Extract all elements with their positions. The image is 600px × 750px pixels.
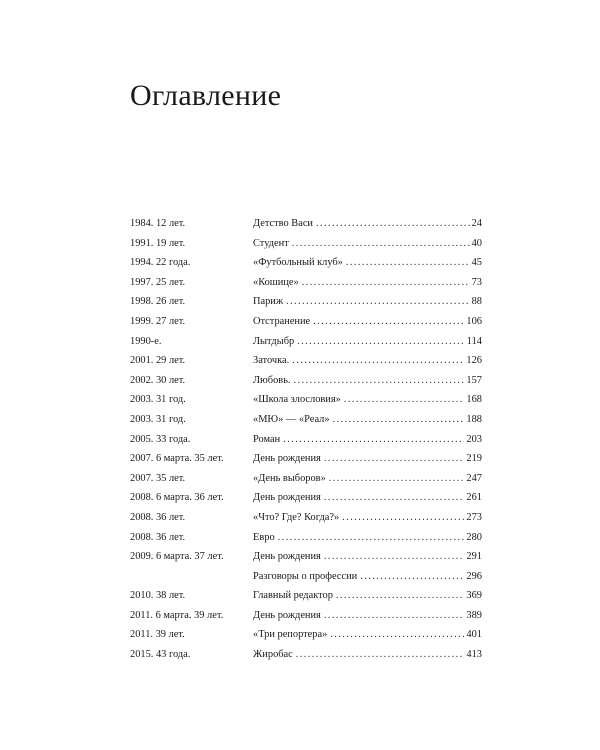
toc-page-number: 369 [466, 590, 482, 602]
toc-date: 2005. 33 года. [130, 433, 191, 445]
toc-chapter: «Футбольный клуб» [253, 257, 343, 269]
toc-entry [253, 547, 482, 567]
toc-row [130, 645, 482, 665]
toc-chapter: День рождения [253, 609, 321, 621]
toc-row [130, 292, 482, 312]
toc-date: 1999. 27 лет. [130, 315, 186, 327]
toc-dot-leader [324, 606, 465, 626]
toc-page-number: 273 [466, 511, 482, 523]
toc-entry [253, 253, 482, 273]
toc-dot-leader [292, 234, 470, 254]
toc-page-number: 45 [471, 257, 482, 269]
toc-dot-leader [313, 312, 464, 332]
toc-dot-leader [346, 253, 470, 273]
toc-dot-leader [324, 488, 465, 508]
toc-date: 2003. 31 год. [130, 394, 186, 406]
toc-page-number: 106 [466, 315, 482, 327]
toc-page-number: 296 [466, 570, 482, 582]
toc-row [130, 488, 482, 508]
toc-row [130, 430, 482, 450]
toc-date: 1994. 22 года. [130, 257, 191, 269]
toc-date: 1984. 12 лет. [130, 218, 186, 229]
toc-date: 2009. 6 марта. 37 лет. [130, 551, 224, 563]
toc-chapter: Жиробас [253, 649, 293, 661]
toc-row [130, 214, 482, 234]
toc-entry [253, 292, 482, 312]
toc-row [130, 253, 482, 273]
toc-entry [253, 645, 482, 665]
toc-dot-leader [278, 528, 465, 548]
toc-chapter: «Кошице» [253, 276, 299, 288]
toc-chapter: Заточка. [253, 355, 290, 367]
toc-page-number: 88 [471, 296, 482, 308]
toc-chapter: День рождения [253, 453, 321, 465]
toc-row [130, 371, 482, 391]
toc-dot-leader [342, 508, 464, 528]
toc-page-number: 126 [466, 355, 482, 367]
toc-dot-leader [294, 371, 465, 391]
toc-date: 2008. 36 лет. [130, 531, 186, 543]
toc-dot-leader [329, 469, 465, 489]
toc-dot-leader [283, 430, 464, 450]
toc-entry [253, 312, 482, 332]
toc-dot-leader [324, 449, 465, 469]
toc-page-number: 280 [466, 531, 482, 543]
toc-date: 2007. 35 лет. [130, 472, 186, 484]
toc-date: 2008. 36 лет. [130, 511, 186, 523]
toc-page-number: 157 [466, 374, 482, 386]
toc-page-number: 188 [466, 413, 482, 425]
toc-row [130, 606, 482, 626]
toc-row [130, 332, 482, 352]
toc-entry [253, 430, 482, 450]
toc-entry [253, 528, 482, 548]
toc-dot-leader [302, 273, 470, 293]
toc-dot-leader [286, 292, 470, 312]
toc-entry [253, 567, 482, 587]
toc-dot-leader [316, 214, 470, 234]
toc-chapter: «Школа злословия» [253, 394, 341, 406]
toc-chapter: Роман [253, 433, 281, 445]
toc-row [130, 234, 482, 254]
toc-date: 2008. 6 марта. 36 лет. [130, 492, 224, 504]
toc-chapter: Студент [253, 237, 289, 249]
toc-dot-leader [344, 390, 465, 410]
toc-dot-leader [360, 567, 464, 587]
toc-date: 2002. 30 лет. [130, 374, 186, 386]
toc-date: 2007. 6 марта. 35 лет. [130, 453, 224, 465]
toc-page-number: 24 [471, 218, 482, 229]
toc-row [130, 312, 482, 332]
toc-page-number: 413 [466, 649, 482, 661]
toc-entry [253, 390, 482, 410]
toc-row [130, 469, 482, 489]
toc-date: 1991. 19 лет. [130, 237, 186, 249]
toc-row [130, 586, 482, 606]
toc-chapter: Отстранение [253, 315, 311, 327]
toc-date: 2001. 29 лет. [130, 355, 186, 367]
toc-row [130, 449, 482, 469]
toc-chapter: Лытдыбр [253, 335, 295, 347]
toc-entry [253, 214, 482, 234]
toc-entry [253, 449, 482, 469]
toc-row [130, 273, 482, 293]
toc-page-number: 168 [466, 394, 482, 406]
toc-chapter: Любовь. [253, 374, 291, 386]
toc-entry [253, 234, 482, 254]
toc-page-number: 247 [466, 472, 482, 484]
toc-chapter: «День выборов» [253, 472, 326, 484]
toc-chapter: Детство Васи [253, 218, 313, 229]
toc-page-number: 73 [471, 276, 482, 288]
toc-entry [253, 332, 482, 352]
toc-page-number: 40 [471, 237, 482, 249]
toc-dot-leader [330, 625, 464, 645]
toc-chapter: «МЮ» — «Реал» [253, 413, 330, 425]
toc-entry [253, 273, 482, 293]
toc-entry [253, 469, 482, 489]
toc-entry [253, 410, 482, 430]
toc-date: 1990-е. [130, 335, 162, 347]
toc-entry [253, 586, 482, 606]
toc-chapter: Главный редактор [253, 590, 333, 602]
toc-date: 2015. 43 года. [130, 649, 191, 661]
toc-page-number: 219 [466, 453, 482, 465]
toc-entry [253, 371, 482, 391]
toc-page-number: 114 [466, 335, 482, 347]
page-title: Оглавление [130, 79, 282, 112]
table-of-contents [130, 214, 482, 665]
toc-page-number: 389 [466, 609, 482, 621]
toc-entry [253, 351, 482, 371]
toc-entry [253, 606, 482, 626]
toc-chapter: «Три репортера» [253, 629, 328, 641]
toc-chapter: День рождения [253, 551, 321, 563]
toc-chapter: Евро [253, 531, 275, 543]
toc-row [130, 351, 482, 371]
toc-row [130, 547, 482, 567]
toc-entry [253, 625, 482, 645]
toc-date: 1997. 25 лет. [130, 276, 186, 288]
toc-row [130, 410, 482, 430]
toc-chapter: День рождения [253, 492, 321, 504]
toc-dot-leader [296, 645, 465, 665]
toc-date: 2003. 31 год. [130, 413, 186, 425]
toc-dot-leader [333, 410, 465, 430]
toc-chapter: Разговоры о профессии [253, 570, 358, 582]
toc-dot-leader [336, 586, 465, 606]
toc-page-number: 401 [466, 629, 482, 641]
toc-chapter: Париж [253, 296, 284, 308]
toc-date: 2010. 38 лет. [130, 590, 186, 602]
toc-entry [253, 488, 482, 508]
toc-chapter: «Что? Где? Когда?» [253, 511, 340, 523]
toc-row [130, 508, 482, 528]
toc-date: 2011. 6 марта. 39 лет. [130, 609, 224, 621]
toc-page-number: 203 [466, 433, 482, 445]
toc-date: 1998. 26 лет. [130, 296, 186, 308]
toc-dot-leader [324, 547, 465, 567]
toc-dot-leader [292, 351, 464, 371]
toc-page-number: 261 [466, 492, 482, 504]
toc-date: 2011. 39 лет. [130, 629, 185, 641]
toc-dot-leader [297, 332, 465, 352]
toc-row [130, 567, 482, 587]
toc-page-number: 291 [466, 551, 482, 563]
toc-row [130, 528, 482, 548]
toc-row [130, 625, 482, 645]
toc-entry [253, 508, 482, 528]
toc-row [130, 390, 482, 410]
